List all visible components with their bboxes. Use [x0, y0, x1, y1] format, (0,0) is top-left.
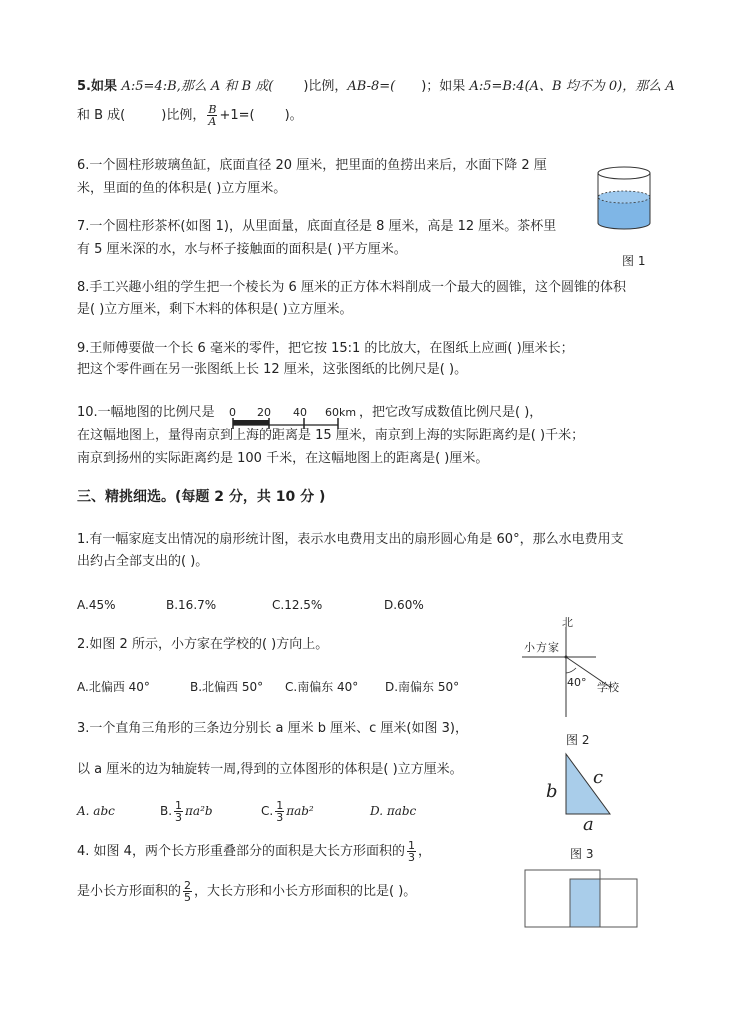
c1-line2: 出约占全部支出的( )。	[77, 554, 209, 569]
figure-3-caption: 图 3	[570, 847, 594, 861]
q8-line2: 是( )立方厘米，剩下木料的体积是( )立方厘米。	[77, 302, 353, 317]
q7-line1: 7.一个圆柱形茶杯(如图 1)，从里面量，底面直径是 8 厘米，高是 12 厘米。茶杯里	[77, 219, 557, 234]
rectangles-figure	[522, 868, 642, 930]
fraction-one-third: $\frac{1}{3}$	[175, 799, 183, 824]
q10-line2: 在这幅地图上，量得南京到上海的距离是 15 厘米，南京到上海的实际距离约是( )千米；	[77, 428, 585, 443]
triangle-figure	[560, 752, 620, 818]
c2-option-d[interactable]: D.南偏东 50°	[385, 680, 460, 694]
c2-option-b[interactable]: B.北偏西 50°	[190, 680, 264, 694]
school-label: 学校	[597, 681, 619, 694]
c3-option-a[interactable]: A. abc	[77, 804, 115, 818]
scale-tick-60km: 60km	[325, 406, 357, 419]
c2-option-c[interactable]: C.南偏东 40°	[285, 680, 359, 694]
figure-1-caption: 图 1	[622, 254, 646, 268]
c1-option-b[interactable]: B.16.7%	[166, 598, 217, 612]
c2-line1: 2.如图 2 所示，小方家在学校的( )方向上。	[77, 637, 329, 652]
cup-rim	[598, 167, 650, 179]
side-a-label: a	[583, 814, 594, 835]
scale-tick-40: 40	[293, 406, 307, 419]
side-c-label: c	[593, 767, 604, 788]
q8-line1: 8.手工兴趣小组的学生把一个棱长为 6 厘米的正方体木料削成一个最大的圆锥，这个圆锥的体积	[77, 280, 626, 295]
c3-option-d[interactable]: D. πabc	[370, 804, 417, 818]
north-label: 北	[562, 616, 573, 629]
c1-option-a[interactable]: A.45%	[77, 598, 116, 612]
scale-tick-0: 0	[229, 406, 236, 419]
right-triangle	[566, 754, 610, 814]
c4-line2: 是小长方形面积的 $\frac{2}{5}$ ，大长方形和小长方形面积的比是( )。	[77, 879, 417, 904]
c3-option-c[interactable]: C. $\frac{1}{3}$ πab²	[261, 799, 314, 824]
angle-label: 40°	[567, 676, 587, 689]
figure-2-caption: 图 2	[566, 733, 590, 747]
fraction-two-fifths: $\frac{2}{5}$	[184, 879, 192, 904]
q9-line1: 9.王师傅要做一个长 6 毫米的零件，把它按 15:1 的比放大，在图纸上应画( )厘米长；	[77, 341, 574, 356]
overlap-region	[570, 879, 600, 927]
c4-line1: 4. 如图 4，两个长方形重叠部分的面积是大长方形面积的 $\frac{1}{3}$ ，	[77, 839, 431, 864]
q6-line2: 米，里面的鱼的体积是( )立方厘米。	[77, 181, 287, 196]
q10-line1b: ，把它改写成数值比例尺是( )，	[359, 405, 543, 420]
fraction-one-third: $\frac{1}{3}$	[407, 839, 415, 864]
c1-option-d[interactable]: D.60%	[384, 598, 424, 612]
c2-option-a[interactable]: A.北偏西 40°	[77, 680, 150, 694]
q10-line1a: 10.一幅地图的比例尺是	[77, 405, 215, 420]
cup-figure	[596, 165, 652, 233]
c1-line1: 1.有一幅家庭支出情况的扇形统计图，表示水电费用支出的扇形圆心角是 60°，那么水电费用支	[77, 532, 624, 547]
fraction-b-over-a: $\frac{B}{A}$	[208, 103, 217, 128]
c1-option-c[interactable]: C.12.5%	[272, 598, 323, 612]
side-b-label: b	[546, 781, 558, 802]
c3-option-b[interactable]: B. $\frac{1}{3}$ πa²b	[160, 799, 213, 824]
scale-tick-20: 20	[257, 406, 271, 419]
q5-line2: 和 B 成( )比例， $\frac{B}{A}$ +1=( )。	[77, 103, 303, 128]
q6-line1: 6.一个圆柱形玻璃鱼缸，底面直径 20 厘米，把里面的鱼捞出来后，水面下降 2 厘	[77, 158, 547, 173]
c3-line2: 以 a 厘米的边为轴旋转一周,得到的立体图形的体积是( )立方厘米。	[77, 762, 463, 777]
c3-line1: 3.一个直角三角形的三条边分别长 a 厘米 b 厘米、c 厘米(如图 3)，	[77, 721, 468, 736]
home-label: 小方家	[524, 641, 560, 654]
direction-figure	[520, 615, 640, 720]
section-3-title: 三、精挑细选。(每题 2 分，共 10 分 )	[77, 489, 326, 505]
q10-line3: 南京到扬州的实际距离约是 100 千米，在这幅地图上的距离是( )厘米。	[77, 451, 489, 466]
q5-line1: 5.如果 A:5=4:B,那么 A 和 B 成( )比例，AB-8=( )；如果 A:5=B:4(A、B 均不为 0)，那么 A	[77, 79, 675, 94]
fraction-one-third: $\frac{1}{3}$	[276, 799, 284, 824]
q7-line2: 有 5 厘米深的水，水与杯子接触面的面积是( )平方厘米。	[77, 242, 407, 257]
q9-line2: 把这个零件画在另一张图纸上长 12 厘米，这张图纸的比例尺是( )。	[77, 362, 468, 377]
